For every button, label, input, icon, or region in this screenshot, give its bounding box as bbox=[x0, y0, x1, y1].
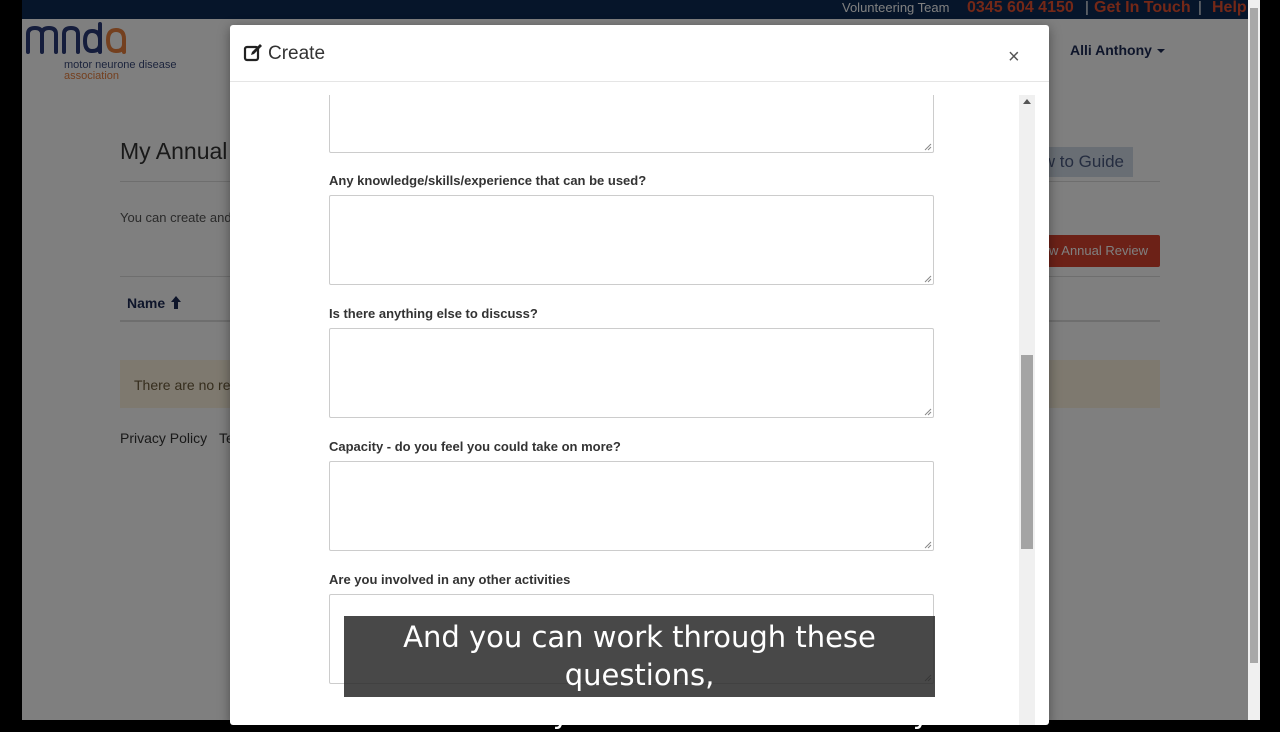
textarea-previous[interactable] bbox=[329, 95, 934, 153]
caption-line-1: And you can work through these questions, bbox=[403, 620, 876, 692]
scroll-up-arrow-icon[interactable] bbox=[1023, 99, 1031, 104]
close-button[interactable]: × bbox=[1008, 46, 1020, 68]
modal-scrollbar[interactable] bbox=[1019, 95, 1035, 725]
resize-grip-icon[interactable] bbox=[924, 408, 932, 416]
video-caption bbox=[344, 616, 935, 730]
resize-grip-icon[interactable] bbox=[924, 541, 932, 549]
field-label-knowledge: Any knowledge/skills/experience that can be used? bbox=[329, 173, 647, 188]
field-label-capacity: Capacity - do you feel you could take on more? bbox=[329, 439, 621, 454]
textarea-discuss[interactable] bbox=[329, 328, 934, 418]
field-label-activities: Are you involved in any other activities bbox=[329, 572, 571, 587]
edit-icon bbox=[243, 43, 263, 63]
modal-header bbox=[230, 25, 1049, 82]
modal-scrollbar-thumb[interactable] bbox=[1021, 355, 1033, 549]
resize-grip-icon[interactable] bbox=[924, 143, 932, 151]
page-scrollbar[interactable] bbox=[1248, 0, 1260, 720]
field-label-discuss: Is there anything else to discuss? bbox=[329, 306, 538, 321]
resize-grip-icon[interactable] bbox=[924, 275, 932, 283]
textarea-knowledge[interactable] bbox=[329, 195, 934, 285]
caption-line-2: but don't feel you have to answer every bbox=[349, 696, 930, 730]
textarea-capacity[interactable] bbox=[329, 461, 934, 551]
page-scrollbar-thumb[interactable] bbox=[1250, 8, 1258, 663]
modal-title: Create bbox=[268, 43, 326, 64]
